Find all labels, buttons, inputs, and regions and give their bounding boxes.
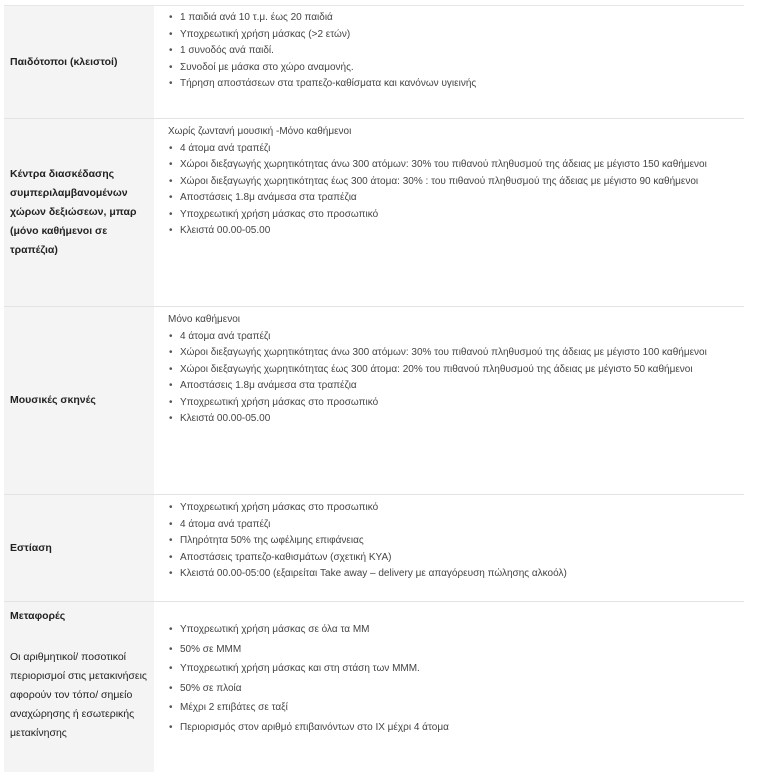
list-item: • Κλειστά 00.00-05:00 (εξαιρείται Take away – delivery με απαγόρευση πώλησης αλκοόλ) <box>166 566 736 583</box>
category-cell <box>4 307 154 494</box>
list-item: • Τήρηση αποστάσεων στα τραπεζο-καθίσματα και κανόνων υγιεινής <box>166 76 736 93</box>
list-item: • Αποστάσεις 1.8μ ανάμεσα στα τραπέζια <box>166 378 736 395</box>
category-cell <box>4 119 154 306</box>
table-row <box>4 5 744 118</box>
list-item: • 50% σε πλοία <box>166 681 736 698</box>
category-cell <box>4 495 154 601</box>
category-title: Παιδότοποι (κλειστοί) <box>10 55 118 68</box>
measures-list <box>166 622 736 736</box>
list-item: • Υποχρεωτική χρήση μάσκας σε όλα τα ΜΜ <box>166 622 736 639</box>
measures-cell <box>154 6 744 118</box>
restrictions-table <box>4 5 744 772</box>
list-item: • Υποχρεωτική χρήση μάσκας στο προσωπικό <box>166 395 736 412</box>
list-item: • Αποστάσεις τραπεζο-καθισμάτων (σχετική ΚΥΑ) <box>166 550 736 567</box>
measures-list <box>166 10 736 93</box>
list-item: • Αποστάσεις 1.8μ ανάμεσα στα τραπέζια <box>166 190 736 207</box>
category-title: Μουσικές σκηνές <box>10 394 96 406</box>
list-item: • Κλειστά 00.00-05.00 <box>166 411 736 428</box>
list-item: • Υποχρεωτική χρήση μάσκας και στη στάση των ΜΜΜ. <box>166 661 736 678</box>
measures-cell <box>154 495 744 601</box>
measures-list <box>166 329 736 428</box>
list-item: • 1 παιδιά ανά 10 τ.μ. έως 20 παιδιά <box>166 10 736 27</box>
list-item: • 4 άτομα ανά τραπέζι <box>166 329 736 346</box>
measures-note: Χωρίς ζωντανή μουσική -Μόνο καθήμενοι <box>168 126 352 137</box>
measures-cell <box>154 602 744 772</box>
table-row <box>4 306 744 494</box>
table-row <box>4 494 744 601</box>
list-item: • Χώροι διεξαγωγής χωρητικότητας άνω 300 ατόμων: 30% του πιθανού πληθυσμού της άδειας με μέγιστο 150 καθήμενοι <box>166 157 736 174</box>
measures-note: Μόνο καθήμενοι <box>168 314 241 325</box>
list-item: • Περιορισμός στον αριθμό επιβαινόντων στο ΙΧ μέχρι 4 άτομα <box>166 720 736 737</box>
category-title: Εστίαση <box>10 541 52 554</box>
list-item: • Χώροι διεξαγωγής χωρητικότητας άνω 300 ατόμων: 30% του πιθανού πληθυσμού της άδειας με μέγιστο 100 καθήμενοι <box>166 345 736 362</box>
list-item: • Μέχρι 2 επιβάτες σε ταξί <box>166 700 736 717</box>
list-item: • 4 άτομα ανά τραπέζι <box>166 141 736 158</box>
measures-cell <box>154 119 744 306</box>
category-cell <box>4 602 154 772</box>
list-item: • Υποχρεωτική χρήση μάσκας στο προσωπικό <box>166 207 736 224</box>
list-item: • 50% σε ΜΜΜ <box>166 642 736 659</box>
category-cell <box>4 6 154 118</box>
measures-list <box>166 500 736 583</box>
list-item: • Υποχρεωτική χρήση μάσκας (>2 ετών) <box>166 27 736 44</box>
table-row <box>4 601 744 772</box>
list-item: • Συνοδοί με μάσκα στο χώρο αναμονής. <box>166 60 736 77</box>
list-item: • Πληρότητα 50% της ωφέλιμης επιφάνειας <box>166 533 736 550</box>
category-title: Κέντρα διασκέδασης συμπεριλαμβανομένων χώρων δεξιώσεων, μπαρ (μόνο καθήμενοι σε τραπέζια) <box>10 168 137 256</box>
measures-cell <box>154 307 744 494</box>
list-item: • 1 συνοδός ανά παιδί. <box>166 43 736 60</box>
category-note: Οι αριθμητικοί/ ποσοτικοί περιορισμοί στις μετακινήσεις αφορούν τον τόπο/ σημείο αναχώρησης ή εσωτερικής μετακίνησης <box>10 651 147 739</box>
list-item: • Χώροι διεξαγωγής χωρητικότητας έως 300 άτομα: 30% : του πιθανού πληθυσμού της άδειας με μέγιστο 90 καθήμενοι <box>166 174 736 191</box>
list-item: • Υποχρεωτική χρήση μάσκας στο προσωπικό <box>166 500 736 517</box>
list-item: • 4 άτομα ανά τραπέζι <box>166 517 736 534</box>
measures-list <box>166 141 736 240</box>
table-row <box>4 118 744 306</box>
category-title: Μεταφορές <box>10 610 66 622</box>
list-item: • Χώροι διεξαγωγής χωρητικότητας έως 300 άτομα: 20% του πιθανού πληθυσμού της άδειας με μέγιστο 50 καθήμενοι <box>166 362 736 379</box>
list-item: • Κλειστά 00.00-05.00 <box>166 223 736 240</box>
